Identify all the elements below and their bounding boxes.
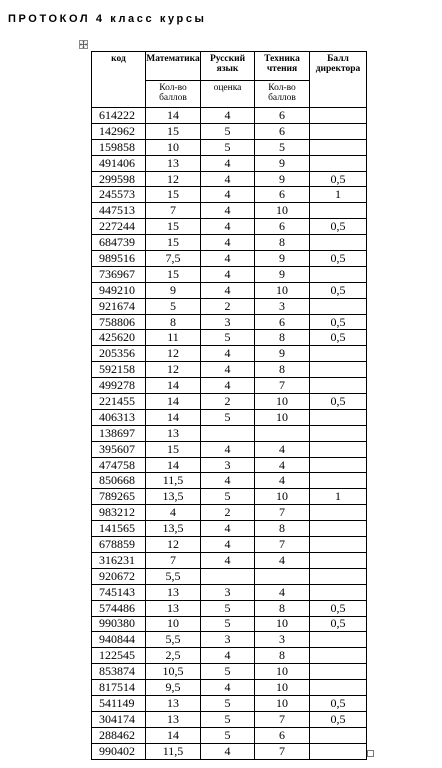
cell-math: 15 bbox=[146, 219, 201, 235]
cell-reading: 10 bbox=[255, 489, 310, 505]
cell-director: 0,5 bbox=[310, 616, 367, 632]
cell-math: 15 bbox=[146, 266, 201, 282]
cell-math: 13 bbox=[146, 155, 201, 171]
cell-math: 14 bbox=[146, 727, 201, 743]
cell-director: 0,5 bbox=[310, 711, 367, 727]
cell-math: 10,5 bbox=[146, 664, 201, 680]
table-row bbox=[92, 648, 367, 664]
cell-kod: 921674 bbox=[92, 298, 146, 314]
cell-director bbox=[310, 123, 367, 139]
cell-russian: 4 bbox=[201, 441, 255, 457]
table-row bbox=[92, 680, 367, 696]
cell-director bbox=[310, 441, 367, 457]
table-row bbox=[92, 409, 367, 425]
cell-reading: 9 bbox=[255, 171, 310, 187]
table-row bbox=[92, 473, 367, 489]
cell-director bbox=[310, 743, 367, 759]
cell-reading: 9 bbox=[255, 251, 310, 267]
cell-russian: 4 bbox=[201, 108, 255, 124]
cell-math: 5,5 bbox=[146, 632, 201, 648]
cell-director bbox=[310, 457, 367, 473]
cell-russian: 2 bbox=[201, 505, 255, 521]
cell-russian: 4 bbox=[201, 251, 255, 267]
table-row bbox=[92, 664, 367, 680]
cell-reading: 6 bbox=[255, 314, 310, 330]
cell-kod: 142962 bbox=[92, 123, 146, 139]
header-russian: Русский язык bbox=[201, 52, 255, 81]
table-row bbox=[92, 123, 367, 139]
table-resize-handle[interactable] bbox=[367, 750, 374, 757]
table-row bbox=[92, 266, 367, 282]
cell-math: 11 bbox=[146, 330, 201, 346]
cell-director bbox=[310, 139, 367, 155]
cell-russian: 5 bbox=[201, 727, 255, 743]
table-row bbox=[92, 521, 367, 537]
cell-reading: 8 bbox=[255, 235, 310, 251]
cell-director bbox=[310, 378, 367, 394]
cell-director bbox=[310, 409, 367, 425]
cell-russian: 5 bbox=[201, 489, 255, 505]
cell-director bbox=[310, 346, 367, 362]
cell-director: 0,5 bbox=[310, 600, 367, 616]
cell-director: 0,5 bbox=[310, 171, 367, 187]
cell-math: 2,5 bbox=[146, 648, 201, 664]
cell-director bbox=[310, 505, 367, 521]
cell-math: 7 bbox=[146, 203, 201, 219]
cell-director: 0,5 bbox=[310, 282, 367, 298]
table-row bbox=[92, 108, 367, 124]
header-math: Математика bbox=[146, 52, 201, 81]
cell-reading: 10 bbox=[255, 282, 310, 298]
cell-reading: 6 bbox=[255, 108, 310, 124]
header-row bbox=[92, 52, 367, 81]
cell-math: 13 bbox=[146, 425, 201, 441]
cell-kod: 592158 bbox=[92, 362, 146, 378]
cell-reading: 4 bbox=[255, 552, 310, 568]
cell-director: 0,5 bbox=[310, 219, 367, 235]
cell-kod: 299598 bbox=[92, 171, 146, 187]
cell-math: 15 bbox=[146, 187, 201, 203]
cell-director bbox=[310, 680, 367, 696]
cell-kod: 789265 bbox=[92, 489, 146, 505]
cell-kod: 227244 bbox=[92, 219, 146, 235]
cell-kod: 574486 bbox=[92, 600, 146, 616]
cell-russian: 4 bbox=[201, 378, 255, 394]
table-row bbox=[92, 235, 367, 251]
table-row bbox=[92, 441, 367, 457]
table-row bbox=[92, 219, 367, 235]
cell-math: 12 bbox=[146, 346, 201, 362]
cell-director bbox=[310, 425, 367, 441]
cell-russian: 4 bbox=[201, 203, 255, 219]
cell-russian: 5 bbox=[201, 664, 255, 680]
cell-reading: 8 bbox=[255, 362, 310, 378]
cell-math: 14 bbox=[146, 394, 201, 410]
cell-math: 7 bbox=[146, 552, 201, 568]
cell-kod: 221455 bbox=[92, 394, 146, 410]
cell-reading: 10 bbox=[255, 203, 310, 219]
cell-kod: 245573 bbox=[92, 187, 146, 203]
cell-russian: 4 bbox=[201, 552, 255, 568]
cell-kod: 684739 bbox=[92, 235, 146, 251]
cell-math: 5,5 bbox=[146, 568, 201, 584]
cell-russian: 4 bbox=[201, 171, 255, 187]
cell-reading bbox=[255, 425, 310, 441]
table-row bbox=[92, 346, 367, 362]
table-row bbox=[92, 330, 367, 346]
cell-russian: 2 bbox=[201, 394, 255, 410]
table-row bbox=[92, 139, 367, 155]
cell-russian: 5 bbox=[201, 139, 255, 155]
cell-director: 0,5 bbox=[310, 251, 367, 267]
table-row bbox=[92, 171, 367, 187]
cell-russian: 5 bbox=[201, 616, 255, 632]
cell-russian: 4 bbox=[201, 219, 255, 235]
cell-kod: 304174 bbox=[92, 711, 146, 727]
cell-reading: 4 bbox=[255, 457, 310, 473]
cell-math: 13,5 bbox=[146, 489, 201, 505]
cell-russian: 3 bbox=[201, 584, 255, 600]
cell-reading: 10 bbox=[255, 695, 310, 711]
cell-director bbox=[310, 203, 367, 219]
cell-reading: 3 bbox=[255, 632, 310, 648]
cell-kod: 758806 bbox=[92, 314, 146, 330]
cell-russian bbox=[201, 568, 255, 584]
table-row bbox=[92, 378, 367, 394]
cell-russian: 4 bbox=[201, 187, 255, 203]
table-move-handle-icon[interactable] bbox=[79, 40, 88, 49]
document-title: ПРОТОКОЛ 4 класс курсы bbox=[8, 13, 207, 25]
cell-director: 1 bbox=[310, 489, 367, 505]
cell-kod: 499278 bbox=[92, 378, 146, 394]
cell-director: 0,5 bbox=[310, 314, 367, 330]
cell-director bbox=[310, 108, 367, 124]
cell-director bbox=[310, 521, 367, 537]
cell-russian: 5 bbox=[201, 123, 255, 139]
table-row bbox=[92, 251, 367, 267]
table-row bbox=[92, 616, 367, 632]
move-arrows-icon bbox=[80, 41, 87, 48]
cell-reading: 3 bbox=[255, 298, 310, 314]
cell-kod: 990402 bbox=[92, 743, 146, 759]
cell-kod: 990380 bbox=[92, 616, 146, 632]
cell-russian: 5 bbox=[201, 711, 255, 727]
cell-kod: 138697 bbox=[92, 425, 146, 441]
cell-russian: 4 bbox=[201, 680, 255, 696]
cell-reading: 7 bbox=[255, 537, 310, 553]
cell-reading: 7 bbox=[255, 743, 310, 759]
cell-math: 11,5 bbox=[146, 473, 201, 489]
cell-kod: 288462 bbox=[92, 727, 146, 743]
cell-reading: 6 bbox=[255, 187, 310, 203]
cell-kod: 736967 bbox=[92, 266, 146, 282]
cell-russian: 4 bbox=[201, 235, 255, 251]
cell-director bbox=[310, 266, 367, 282]
cell-russian: 5 bbox=[201, 695, 255, 711]
cell-russian: 5 bbox=[201, 600, 255, 616]
cell-reading: 8 bbox=[255, 521, 310, 537]
cell-director bbox=[310, 298, 367, 314]
table-row bbox=[92, 584, 367, 600]
cell-director bbox=[310, 537, 367, 553]
cell-math: 11,5 bbox=[146, 743, 201, 759]
cell-russian: 4 bbox=[201, 473, 255, 489]
header-director: Балл директора bbox=[310, 52, 367, 108]
cell-math: 13 bbox=[146, 711, 201, 727]
cell-kod: 447513 bbox=[92, 203, 146, 219]
cell-kod: 850668 bbox=[92, 473, 146, 489]
cell-director bbox=[310, 155, 367, 171]
cell-kod: 983212 bbox=[92, 505, 146, 521]
table-row bbox=[92, 600, 367, 616]
cell-math: 9 bbox=[146, 282, 201, 298]
table-row bbox=[92, 203, 367, 219]
table-row bbox=[92, 695, 367, 711]
cell-math: 12 bbox=[146, 171, 201, 187]
cell-director bbox=[310, 568, 367, 584]
header-kod: код bbox=[92, 52, 146, 108]
cell-math: 14 bbox=[146, 409, 201, 425]
cell-reading: 7 bbox=[255, 505, 310, 521]
table-row bbox=[92, 743, 367, 759]
cell-director: 0,5 bbox=[310, 330, 367, 346]
cell-kod: 817514 bbox=[92, 680, 146, 696]
cell-russian: 5 bbox=[201, 409, 255, 425]
cell-russian: 3 bbox=[201, 632, 255, 648]
cell-director bbox=[310, 362, 367, 378]
cell-russian: 4 bbox=[201, 521, 255, 537]
table-row bbox=[92, 505, 367, 521]
cell-math: 8 bbox=[146, 314, 201, 330]
cell-math: 7,5 bbox=[146, 251, 201, 267]
cell-kod: 395607 bbox=[92, 441, 146, 457]
cell-reading: 10 bbox=[255, 680, 310, 696]
cell-director bbox=[310, 584, 367, 600]
cell-kod: 920672 bbox=[92, 568, 146, 584]
cell-russian: 3 bbox=[201, 457, 255, 473]
table-row bbox=[92, 394, 367, 410]
cell-director bbox=[310, 473, 367, 489]
cell-reading: 6 bbox=[255, 123, 310, 139]
cell-director: 1 bbox=[310, 187, 367, 203]
table-row bbox=[92, 568, 367, 584]
cell-kod: 159858 bbox=[92, 139, 146, 155]
cell-reading: 10 bbox=[255, 409, 310, 425]
cell-kod: 474758 bbox=[92, 457, 146, 473]
cell-russian: 4 bbox=[201, 537, 255, 553]
table-row bbox=[92, 552, 367, 568]
table-row bbox=[92, 711, 367, 727]
table-row bbox=[92, 727, 367, 743]
cell-reading: 7 bbox=[255, 378, 310, 394]
cell-math: 14 bbox=[146, 457, 201, 473]
cell-russian: 3 bbox=[201, 314, 255, 330]
cell-kod: 853874 bbox=[92, 664, 146, 680]
protocol-table bbox=[91, 51, 367, 760]
cell-math: 13 bbox=[146, 584, 201, 600]
cell-kod: 316231 bbox=[92, 552, 146, 568]
cell-reading: 9 bbox=[255, 266, 310, 282]
cell-russian: 2 bbox=[201, 298, 255, 314]
cell-kod: 614222 bbox=[92, 108, 146, 124]
cell-russian: 4 bbox=[201, 282, 255, 298]
cell-kod: 205356 bbox=[92, 346, 146, 362]
cell-russian: 4 bbox=[201, 155, 255, 171]
cell-kod: 141565 bbox=[92, 521, 146, 537]
table-row bbox=[92, 298, 367, 314]
cell-reading: 9 bbox=[255, 346, 310, 362]
cell-director: 0,5 bbox=[310, 394, 367, 410]
cell-russian: 4 bbox=[201, 648, 255, 664]
cell-director bbox=[310, 552, 367, 568]
cell-kod: 406313 bbox=[92, 409, 146, 425]
cell-reading: 8 bbox=[255, 330, 310, 346]
cell-math: 15 bbox=[146, 441, 201, 457]
cell-director bbox=[310, 632, 367, 648]
cell-kod: 425620 bbox=[92, 330, 146, 346]
cell-math: 15 bbox=[146, 235, 201, 251]
table-row bbox=[92, 187, 367, 203]
cell-reading: 4 bbox=[255, 473, 310, 489]
cell-director bbox=[310, 664, 367, 680]
cell-kod: 745143 bbox=[92, 584, 146, 600]
cell-math: 12 bbox=[146, 362, 201, 378]
cell-kod: 541149 bbox=[92, 695, 146, 711]
cell-reading: 10 bbox=[255, 616, 310, 632]
table-row bbox=[92, 537, 367, 553]
cell-kod: 122545 bbox=[92, 648, 146, 664]
cell-reading: 4 bbox=[255, 584, 310, 600]
cell-russian: 5 bbox=[201, 330, 255, 346]
table-row bbox=[92, 362, 367, 378]
cell-reading: 9 bbox=[255, 155, 310, 171]
table-row bbox=[92, 282, 367, 298]
subheader-reading: Кол-во баллов bbox=[255, 81, 310, 108]
cell-math: 14 bbox=[146, 378, 201, 394]
cell-reading: 8 bbox=[255, 648, 310, 664]
table-row bbox=[92, 489, 367, 505]
cell-reading: 7 bbox=[255, 711, 310, 727]
subheader-math: Кол-во баллов bbox=[146, 81, 201, 108]
cell-russian: 4 bbox=[201, 362, 255, 378]
cell-russian: 4 bbox=[201, 743, 255, 759]
cell-kod: 491406 bbox=[92, 155, 146, 171]
cell-kod: 940844 bbox=[92, 632, 146, 648]
table-row bbox=[92, 314, 367, 330]
cell-reading: 10 bbox=[255, 394, 310, 410]
cell-math: 5 bbox=[146, 298, 201, 314]
cell-reading: 5 bbox=[255, 139, 310, 155]
cell-director bbox=[310, 235, 367, 251]
cell-kod: 949210 bbox=[92, 282, 146, 298]
cell-reading bbox=[255, 568, 310, 584]
cell-math: 14 bbox=[146, 108, 201, 124]
cell-math: 12 bbox=[146, 537, 201, 553]
cell-math: 9,5 bbox=[146, 680, 201, 696]
cell-reading: 8 bbox=[255, 600, 310, 616]
cell-reading: 6 bbox=[255, 219, 310, 235]
cell-math: 4 bbox=[146, 505, 201, 521]
cell-math: 13 bbox=[146, 695, 201, 711]
cell-reading: 6 bbox=[255, 727, 310, 743]
cell-russian bbox=[201, 425, 255, 441]
cell-kod: 989516 bbox=[92, 251, 146, 267]
cell-math: 15 bbox=[146, 123, 201, 139]
cell-reading: 10 bbox=[255, 664, 310, 680]
cell-director: 0,5 bbox=[310, 695, 367, 711]
cell-russian: 4 bbox=[201, 266, 255, 282]
cell-math: 10 bbox=[146, 616, 201, 632]
header-reading: Техника чтения bbox=[255, 52, 310, 81]
cell-kod: 678859 bbox=[92, 537, 146, 553]
table-row bbox=[92, 632, 367, 648]
subheader-russian: оценка bbox=[201, 81, 255, 108]
cell-math: 13 bbox=[146, 600, 201, 616]
cell-director bbox=[310, 727, 367, 743]
table-row bbox=[92, 457, 367, 473]
cell-reading: 4 bbox=[255, 441, 310, 457]
table-row bbox=[92, 425, 367, 441]
cell-math: 13,5 bbox=[146, 521, 201, 537]
cell-director bbox=[310, 648, 367, 664]
cell-russian: 4 bbox=[201, 346, 255, 362]
table-row bbox=[92, 155, 367, 171]
cell-math: 10 bbox=[146, 139, 201, 155]
